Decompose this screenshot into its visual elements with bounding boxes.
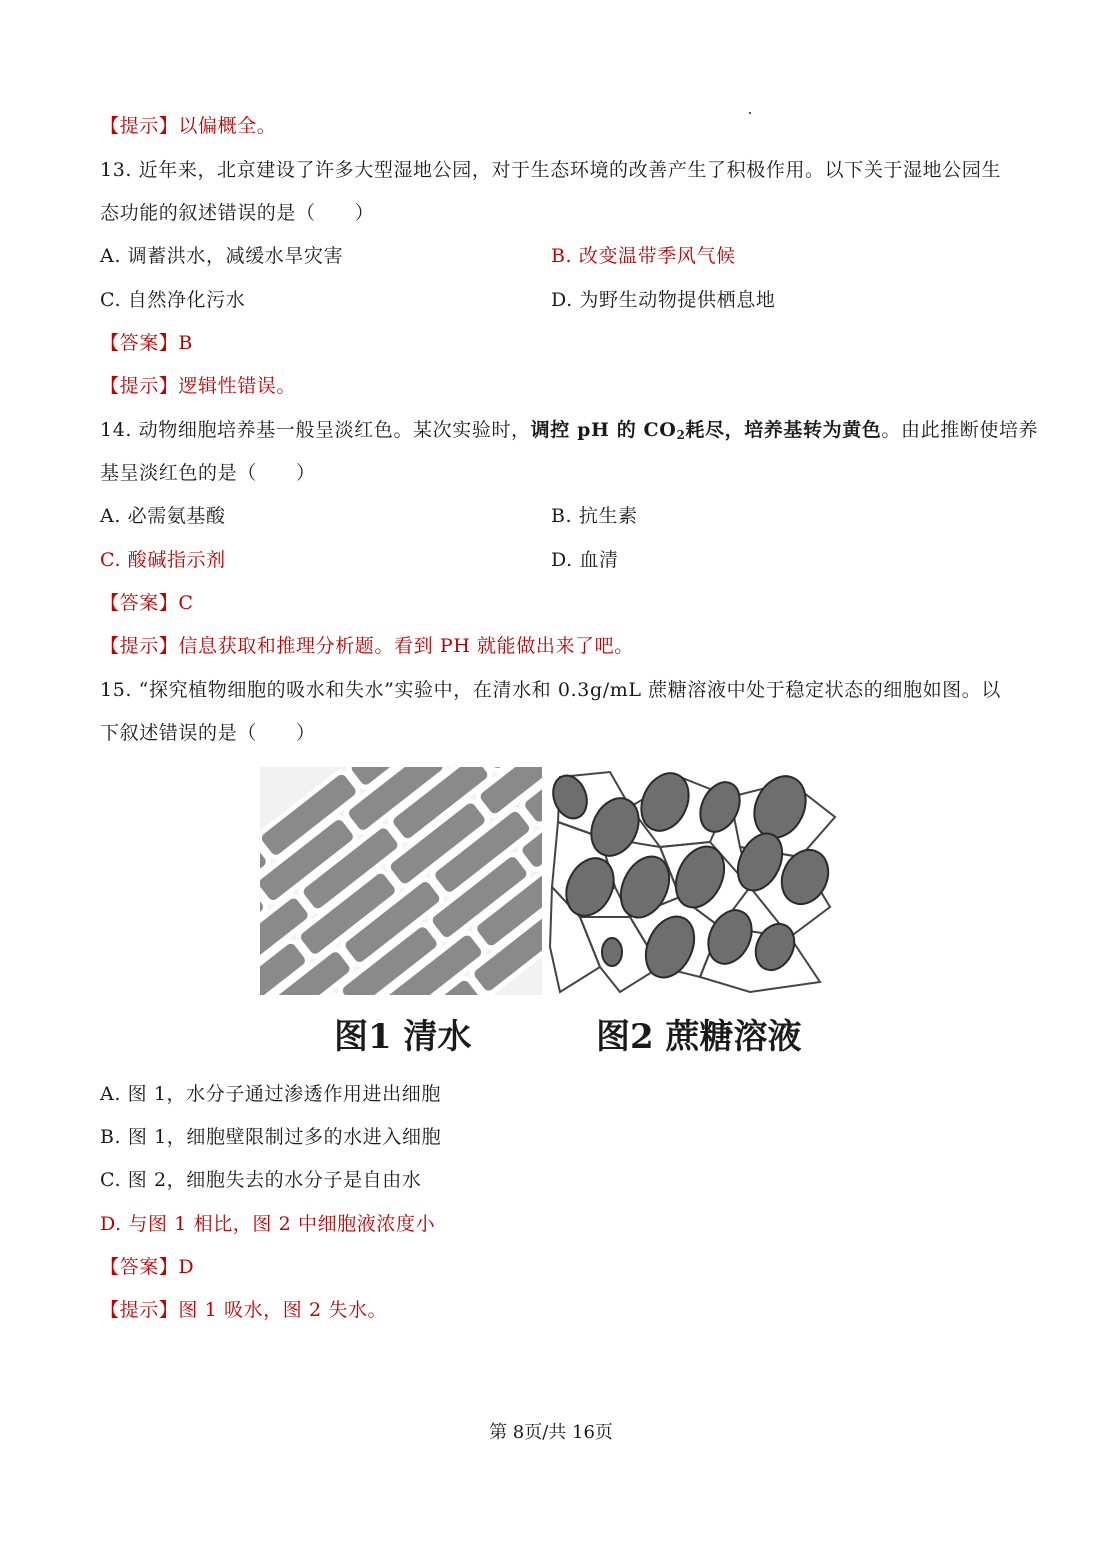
q15-stem-line1: 15. “探究植物细胞的吸水和失水”实验中，在清水和 0.3g/mL 蔗糖溶液中处于稳定状态的细胞如图。以 [100, 679, 1001, 701]
q15-option-a: A. 图 1，水分子通过渗透作用进出细胞 [100, 1083, 441, 1105]
q13-hint: 【提示】逻辑性错误。 [100, 375, 297, 397]
page-footer: 第 8页/共 16页 [489, 1422, 613, 1443]
q15-hint: 【提示】图 1 吸水，图 2 失水。 [100, 1299, 388, 1321]
fig2-cells-image [547, 767, 840, 995]
q13-answer: 【答案】B [100, 332, 193, 354]
q14-answer: 【答案】C [100, 592, 194, 614]
q15-answer: 【答案】D [100, 1256, 195, 1278]
q13-option-c: C. 自然净化污水 [100, 289, 246, 311]
stray-dot [749, 112, 751, 114]
q14-stem-line2: 基呈淡红色的是（ ） [100, 462, 316, 484]
q15-stem-line2: 下叙述错误的是（ ） [100, 722, 316, 744]
q14-option-b: B. 抗生素 [551, 505, 638, 527]
hint-prev: 【提示】以偏概全。 [100, 115, 277, 137]
q13-option-a: A. 调蓄洪水，减缓水旱灾害 [100, 245, 344, 267]
q15-option-d: D. 与图 1 相比，图 2 中细胞液浓度小 [100, 1213, 436, 1235]
q14-option-d: D. 血清 [551, 549, 619, 571]
q15-figure [260, 767, 840, 995]
fig2-caption: 图2 蔗糖溶液 [596, 1017, 802, 1057]
q14-key-info: 调控 pH 的 $CO_2$耗尽，培养基转为黄色 [530, 419, 882, 442]
q14-option-a: A. 必需氨基酸 [100, 505, 226, 527]
q13-option-d: D. 为野生动物提供栖息地 [551, 289, 776, 311]
q13-option-b: B. 改变温带季风气候 [551, 245, 736, 267]
q15-option-c: C. 图 2，细胞失去的水分子是自由水 [100, 1169, 422, 1191]
q14-option-c: C. 酸碱指示剂 [100, 549, 226, 571]
q13-stem-line1: 13. 近年来，北京建设了许多大型湿地公园，对于生态环境的改善产生了积极作用。以下关于湿地公园生 [100, 159, 1002, 181]
fig1-caption: 图1 清水 [334, 1017, 472, 1057]
q14-stem-line1: 14. 动物细胞培养基一般呈淡红色。某次实验时，调控 pH 的 $CO_2$耗尽，培养基转为黄色。由此推断使培养 [100, 419, 1039, 442]
q15-option-b: B. 图 1，细胞壁限制过多的水进入细胞 [100, 1126, 442, 1148]
q13-stem-line2: 态功能的叙述错误的是（ ） [100, 202, 375, 224]
q14-hint: 【提示】信息获取和推理分析题。看到 PH 就能做出来了吧。 [100, 635, 634, 657]
